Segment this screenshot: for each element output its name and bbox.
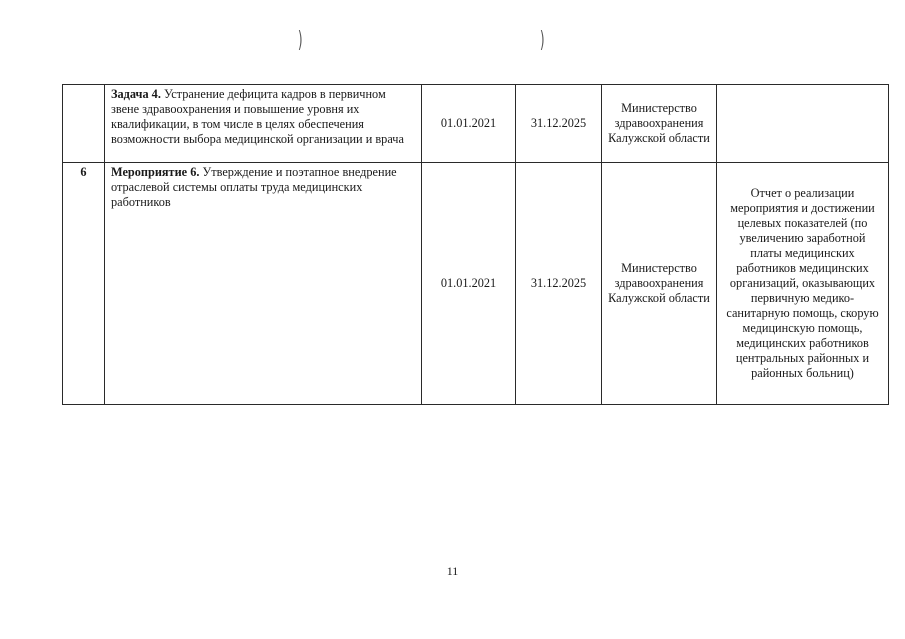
table-row [63, 163, 889, 405]
result: Отчет о реализации мероприятия и достижении целевых показателей (по увеличению заработной платы медицинских работников медицинских организаций, оказывающих первичную медико-санитарную помощь, скорую медицинскую помощь, медицинских работников центральных районных и районных больниц) [717, 163, 889, 405]
start-date: 01.01.2021 [422, 163, 516, 405]
scan-mark: ) [539, 28, 545, 53]
row-number: 6 [63, 163, 105, 405]
task-description [105, 85, 422, 163]
result [717, 85, 889, 163]
activity-title: Мероприятие 6. [111, 165, 200, 179]
executor: Министерство здравоохранения Калужской области [602, 163, 717, 405]
row-number [63, 85, 105, 163]
table-row [63, 85, 889, 163]
activity-text: Утверждение и поэтапное внедрение отраслевой системы оплаты труда медицинских работников [111, 165, 397, 209]
page-number: 11 [446, 564, 459, 578]
task-title: Задача 4. [111, 87, 161, 101]
scan-mark: ) [297, 28, 303, 53]
end-date: 31.12.2025 [516, 163, 602, 405]
end-date: 31.12.2025 [516, 85, 602, 163]
activities-table [62, 84, 889, 405]
activity-description [105, 163, 422, 405]
start-date: 01.01.2021 [422, 85, 516, 163]
executor: Министерство здравоохранения Калужской области [602, 85, 717, 163]
task-text: Устранение дефицита кадров в первичном звене здравоохранения и повышение уровня их квалификации, в том числе в целях обеспечения возможности выбора медицинской организации и врача [111, 87, 404, 146]
